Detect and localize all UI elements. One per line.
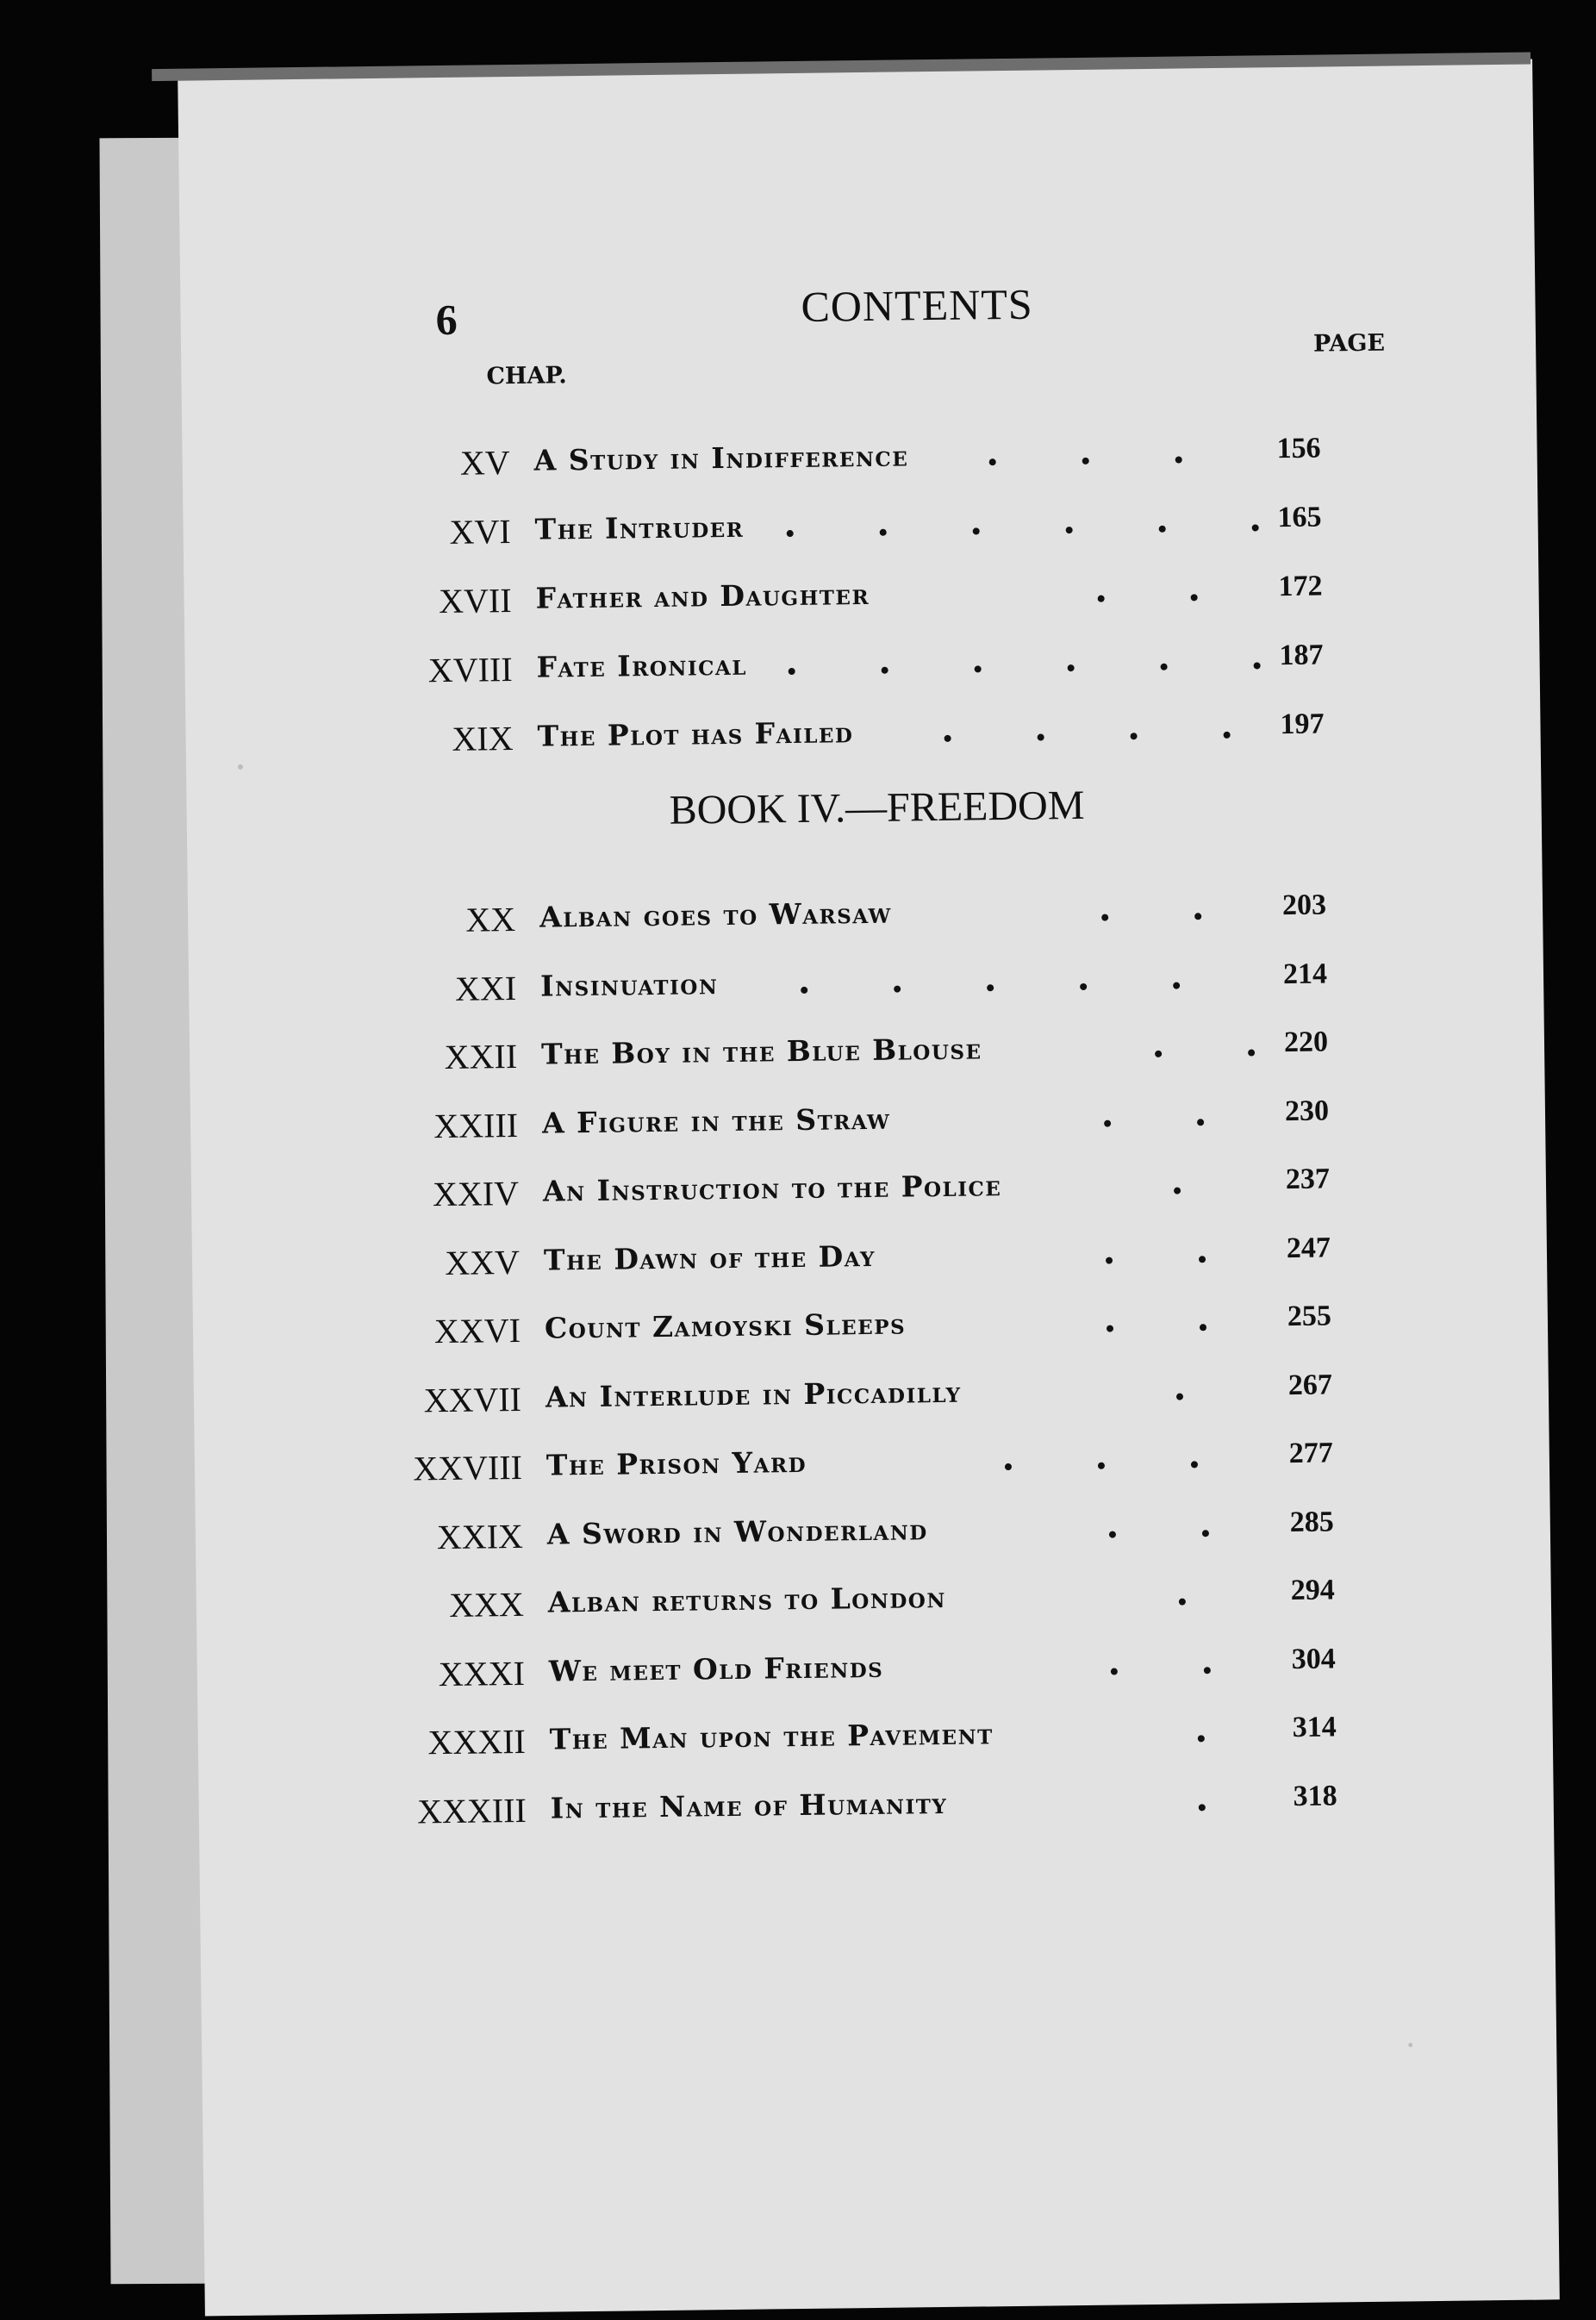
chapter-page-number: 304 <box>1291 1642 1336 1675</box>
chapter-title: Alban returns to London <box>547 1580 947 1619</box>
leader-dot <box>1109 1531 1116 1537</box>
page-number: 6 <box>435 295 458 345</box>
toc-entry <box>423 431 1406 491</box>
leader-dot <box>880 529 887 536</box>
leader-dots <box>544 1232 1278 1279</box>
chapter-title: Count Zamoyski Sleeps <box>544 1307 907 1345</box>
leader-dot <box>1191 594 1198 601</box>
leader-dot <box>1174 1188 1181 1194</box>
leader-dots <box>535 571 1269 617</box>
leader-dot <box>987 984 994 991</box>
chapter-page-number: 277 <box>1288 1437 1334 1470</box>
leader-dot <box>1098 1462 1105 1469</box>
chapter-roman-numeral: XXV <box>445 1242 521 1282</box>
leader-dot <box>1173 982 1180 988</box>
chapter-roman-numeral: XVI <box>449 512 511 552</box>
leader-dot <box>1159 526 1166 533</box>
leader-dot <box>1254 662 1261 669</box>
chapter-roman-numeral: XXXII <box>427 1721 527 1762</box>
toc-entry <box>433 1231 1417 1291</box>
chap-column-label: CHAP. <box>486 362 567 390</box>
toc-entry <box>423 1368 1418 1428</box>
toc-entry <box>424 500 1407 560</box>
leader-dot <box>787 530 794 537</box>
chapter-roman-numeral: XVIII <box>427 650 513 690</box>
chapter-title: The Man upon the Pavement <box>549 1717 994 1756</box>
leader-dots <box>546 1438 1281 1484</box>
chapter-page-number: 197 <box>1280 708 1325 741</box>
toc-entry <box>425 569 1408 629</box>
chapter-roman-numeral: XXVI <box>433 1310 521 1351</box>
leader-dot <box>1066 527 1073 533</box>
chapter-title: An Instruction to the Police <box>542 1169 1002 1208</box>
chapter-roman-numeral: XX <box>465 899 516 939</box>
chapter-page-number: 237 <box>1285 1163 1331 1196</box>
leader-dot <box>1068 664 1075 671</box>
chapter-title: A Sword in Wonderland <box>546 1512 928 1551</box>
chapter-roman-numeral: XXIII <box>433 1105 519 1145</box>
toc-entry <box>438 1573 1421 1633</box>
leader-dots <box>536 639 1270 686</box>
leader-dot <box>989 458 996 465</box>
toc-entry <box>413 1436 1419 1496</box>
leader-dots <box>537 708 1271 755</box>
chapter-roman-numeral: XXII <box>444 1036 518 1077</box>
toc-entry <box>433 1162 1416 1222</box>
book-page <box>178 59 1560 2316</box>
chapter-roman-numeral: XVII <box>438 581 512 621</box>
leader-dots <box>543 1163 1277 1210</box>
chapter-page-number: 255 <box>1287 1300 1332 1333</box>
leader-dot <box>789 668 795 675</box>
toc-entry <box>431 1025 1414 1085</box>
leader-dot <box>1111 1668 1118 1675</box>
leader-dot <box>1101 914 1108 921</box>
leader-dot <box>1176 1393 1183 1400</box>
chapter-page-number: 285 <box>1289 1505 1334 1538</box>
toc-entry <box>430 957 1413 1017</box>
chapter-page-number: 172 <box>1278 570 1323 603</box>
page-top-edge <box>152 53 1531 82</box>
leader-dot <box>1202 1530 1209 1537</box>
leader-dot <box>1104 1119 1111 1126</box>
leader-dots <box>550 1712 1284 1758</box>
leader-dot <box>1106 1257 1113 1263</box>
leader-dot <box>1098 596 1105 602</box>
chapter-roman-numeral: XXX <box>448 1584 525 1625</box>
chapter-page-number: 247 <box>1286 1231 1331 1264</box>
chapter-roman-numeral: XXXIII <box>416 1790 527 1830</box>
leader-dot <box>801 986 807 993</box>
leader-dots <box>541 1026 1275 1073</box>
leader-dot <box>1248 1050 1255 1057</box>
toc-entry <box>439 1642 1422 1702</box>
leader-dot <box>1252 524 1259 531</box>
chapter-page-number: 294 <box>1290 1574 1335 1607</box>
chapter-roman-numeral: XV <box>459 443 510 483</box>
leader-dot <box>1038 733 1044 740</box>
chapter-roman-numeral: XIX <box>452 719 514 758</box>
chapter-page-number: 165 <box>1277 501 1322 534</box>
chapter-title: The Plot has Failed <box>537 715 854 753</box>
page-column-label: PAGE <box>1312 329 1386 358</box>
leader-dot <box>1175 456 1182 463</box>
chapter-page-number: 318 <box>1293 1779 1337 1812</box>
chapter-title: Fate Ironical <box>536 647 748 684</box>
chapter-title: A Study in Indifference <box>533 439 909 477</box>
chapter-title: Alban goes to Warsaw <box>539 895 893 934</box>
leader-dot <box>1005 1463 1012 1470</box>
chapter-title: The Dawn of the Day <box>543 1238 876 1277</box>
chapter-title: The Boy in the Blue Blouse <box>540 1032 982 1071</box>
chapter-roman-numeral: XXIV <box>432 1173 520 1214</box>
leader-dots <box>534 502 1269 548</box>
leader-dots <box>540 958 1275 1005</box>
leader-dot <box>1179 1599 1186 1606</box>
leader-dot <box>1224 732 1231 739</box>
leader-dot <box>1191 1461 1198 1468</box>
toc-entry <box>429 888 1412 948</box>
chapter-title: Insinuation <box>539 966 719 1003</box>
leader-dot <box>1131 733 1138 739</box>
toc-entry <box>432 1094 1415 1154</box>
toc-entry <box>437 1505 1420 1565</box>
chapter-title: A Figure in the Straw <box>541 1101 891 1140</box>
chapter-roman-numeral: XXI <box>454 968 517 1008</box>
leader-dot <box>894 985 901 992</box>
leader-dot <box>1198 1735 1205 1742</box>
leader-dot <box>973 527 980 534</box>
chapter-page-number: 314 <box>1292 1711 1337 1744</box>
leader-dot <box>1199 1804 1206 1811</box>
chapter-title: We meet Old Friends <box>548 1650 884 1688</box>
chapter-roman-numeral: XXIX <box>436 1516 524 1556</box>
leader-dot <box>1080 982 1087 989</box>
leader-dot <box>1204 1667 1211 1674</box>
leader-dots <box>547 1506 1281 1553</box>
book-heading: BOOK IV.—FREEDOM <box>669 782 1085 833</box>
chapter-page-number: 267 <box>1287 1368 1333 1401</box>
chapter-page-number: 156 <box>1276 432 1321 465</box>
toc-entry <box>426 638 1409 698</box>
leader-dot <box>975 665 982 672</box>
toc-entry <box>427 1710 1423 1770</box>
chapter-page-number: 230 <box>1284 1094 1330 1127</box>
leader-dot <box>1161 664 1168 670</box>
leader-dot <box>1194 913 1201 920</box>
leader-dots <box>533 433 1268 479</box>
chapter-title: In the Name of Humanity <box>550 1786 948 1825</box>
chapter-roman-numeral: XXXI <box>438 1653 526 1693</box>
toc-entry <box>427 707 1410 767</box>
leader-dots <box>548 1575 1282 1621</box>
leader-dot <box>1199 1256 1206 1263</box>
leader-dots <box>549 1643 1283 1690</box>
chapter-title: The Prison Yard <box>546 1444 807 1482</box>
leader-dots <box>546 1369 1280 1416</box>
toc-entry <box>434 1299 1418 1359</box>
chapter-roman-numeral: XXVIII <box>413 1447 523 1488</box>
chapter-title: Father and Daughter <box>535 577 870 615</box>
chapter-page-number: 220 <box>1283 1026 1329 1059</box>
page-heading: CONTENTS <box>801 279 1033 331</box>
leader-dot <box>1082 458 1089 465</box>
leader-dot <box>1155 1051 1162 1057</box>
leader-dots <box>539 889 1274 936</box>
leader-dots <box>545 1300 1279 1347</box>
chapter-page-number: 214 <box>1282 957 1328 990</box>
leader-dots <box>551 1781 1285 1827</box>
chapter-roman-numeral: XXVII <box>423 1379 522 1419</box>
leader-dot <box>945 735 951 742</box>
toc-entry <box>416 1779 1424 1839</box>
leader-dot <box>1107 1325 1113 1332</box>
chapter-title: The Intruder <box>534 509 745 546</box>
paper-speck <box>1408 2042 1412 2047</box>
leader-dot <box>1200 1324 1206 1331</box>
chapter-title: An Interlude in Piccadilly <box>545 1375 962 1414</box>
leader-dot <box>1197 1119 1204 1126</box>
paper-speck <box>238 764 243 770</box>
leader-dots <box>542 1095 1276 1142</box>
chapter-page-number: 203 <box>1281 889 1327 922</box>
leader-dot <box>882 667 888 674</box>
chapter-page-number: 187 <box>1279 639 1324 672</box>
